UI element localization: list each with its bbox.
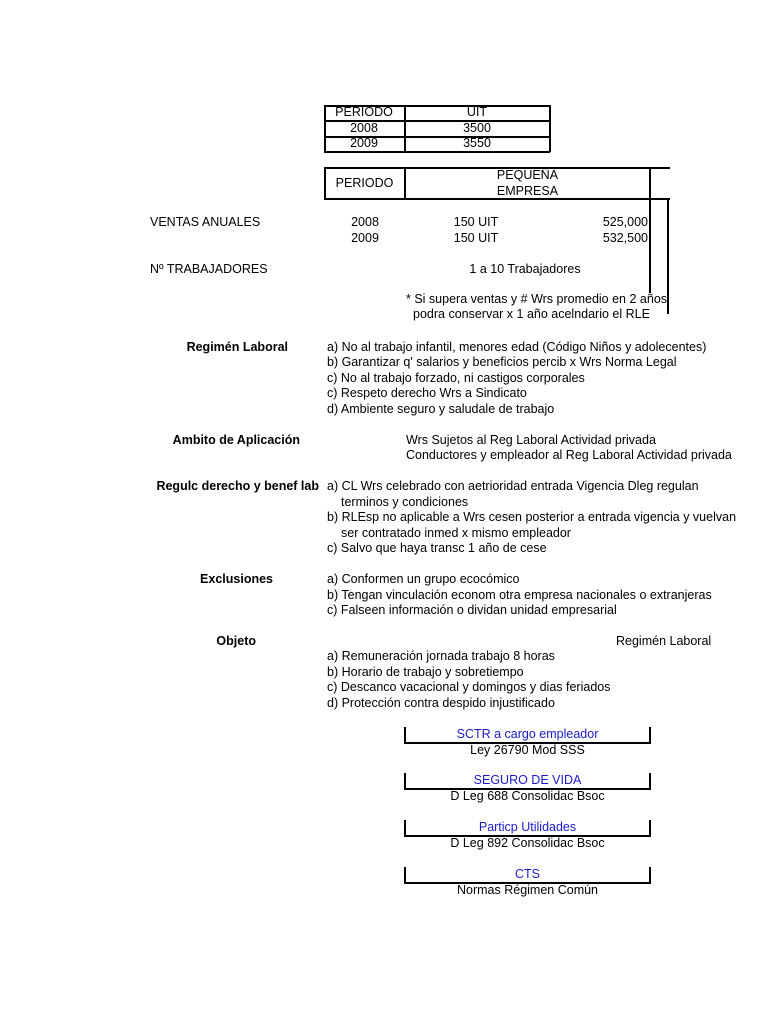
ambito-line: Conductores y empleador al Reg Laboral Actividad privada: [406, 448, 732, 462]
ventas-amount: 525,000: [602, 215, 648, 229]
regimen-laboral-label: Regimén Laboral: [186, 340, 288, 354]
uit-header-row: [324, 105, 550, 120]
list-item: c) No al trabajo forzado, ni castigos corporales: [327, 371, 585, 385]
regulc-line: terminos y condiciones: [341, 495, 469, 509]
objeto-right-label: Regimén Laboral: [616, 634, 712, 648]
list-item: d) Protección contra despido injustificado: [327, 696, 555, 710]
benefit-law: D Leg 688 Consolidac Bsoc: [450, 789, 605, 803]
ventas-label: VENTAS ANUALES: [150, 215, 261, 229]
uit-period-cell: 2009: [350, 136, 378, 150]
regulc-line: b) RLEsp no aplicable a Wrs cesen posterior a entrada vigencia y vuelvan: [327, 510, 737, 524]
benefit-law: D Leg 892 Consolidac Bsoc: [450, 836, 605, 850]
note-line: * Si supera ventas y # Wrs promedio en 2 años: [406, 292, 668, 306]
ventas-uit: 150 UIT: [453, 231, 499, 245]
uit-value-cell: 3550: [463, 136, 491, 150]
objeto-label: Objeto: [216, 634, 256, 648]
header-empresa: EMPRESA: [496, 184, 559, 198]
ventas-uit: 150 UIT: [453, 215, 499, 229]
list-item: c) Descanco vacacional y domingos y dias feriados: [327, 680, 611, 694]
regulc-line: a) CL Wrs celebrado con aetrioridad entrada Vigencia Dleg regulan: [327, 479, 699, 493]
uit-header-period: PERIODO: [335, 105, 393, 119]
benefit-title: SCTR a cargo empleador: [456, 727, 599, 741]
ventas-period: 2009: [351, 231, 379, 245]
benefit-law: Normas Régimen Común: [456, 883, 599, 897]
list-item: a) Conformen un grupo ecocómico: [327, 572, 520, 586]
list-item: c) Falseen información o dividan unidad empresarial: [327, 603, 617, 617]
list-item: a) Remuneración jornada trabajo 8 horas: [327, 649, 555, 663]
benefit-title: SEGURO DE VIDA: [473, 773, 582, 787]
list-item: c) Respeto derecho Wrs a Sindicato: [327, 386, 527, 400]
header-periodo: PERIODO: [335, 176, 394, 190]
list-item: d) Ambiente seguro y saludale de trabajo: [327, 402, 555, 416]
regulc-line: c) Salvo que haya transc 1 año de cese: [327, 541, 547, 555]
ambito-label: Ambito de Aplicación: [172, 433, 300, 447]
ventas-period: 2008: [351, 215, 379, 229]
note-line: podra conservar x 1 año acelndario el RLE: [413, 307, 650, 321]
exclusiones-label: Exclusiones: [200, 572, 273, 586]
uit-header-uit: UIT: [466, 105, 488, 119]
benefit-title: CTS: [515, 867, 540, 881]
table-row: [324, 121, 550, 136]
regulc-label: Regulc derecho y benef lab: [156, 479, 319, 493]
uit-period-cell: 2008: [350, 121, 378, 135]
uit-table: [324, 105, 550, 152]
trabajadores-value: 1 a 10 Trabajadores: [469, 262, 581, 276]
list-item: b) Tengan vinculación econom otra empresa nacionales o extranjeras: [327, 588, 712, 602]
benefit-law: Ley 26790 Mod SSS: [470, 743, 585, 757]
benefit-title: Particp Utilidades: [478, 820, 577, 834]
trabajadores-label: Nº TRABAJADORES: [150, 262, 268, 276]
header-pequena: PEQUEÑA: [496, 168, 559, 182]
list-item: b) Horario de trabajo y sobretiempo: [327, 665, 524, 679]
list-item: b) Garantizar q' salarios y beneficios percib x Wrs Norma Legal: [327, 355, 677, 369]
regulc-line: ser contratado inmed x mismo empleador: [341, 526, 571, 540]
uit-value-cell: 3500: [463, 121, 491, 135]
ambito-line: Wrs Sujetos al Reg Laboral Actividad privada: [406, 433, 656, 447]
list-item: a) No al trabajo infantil, menores edad (Código Niños y adolecentes): [327, 340, 707, 354]
table-row: [324, 136, 550, 151]
ventas-amount: 532,500: [602, 231, 648, 245]
